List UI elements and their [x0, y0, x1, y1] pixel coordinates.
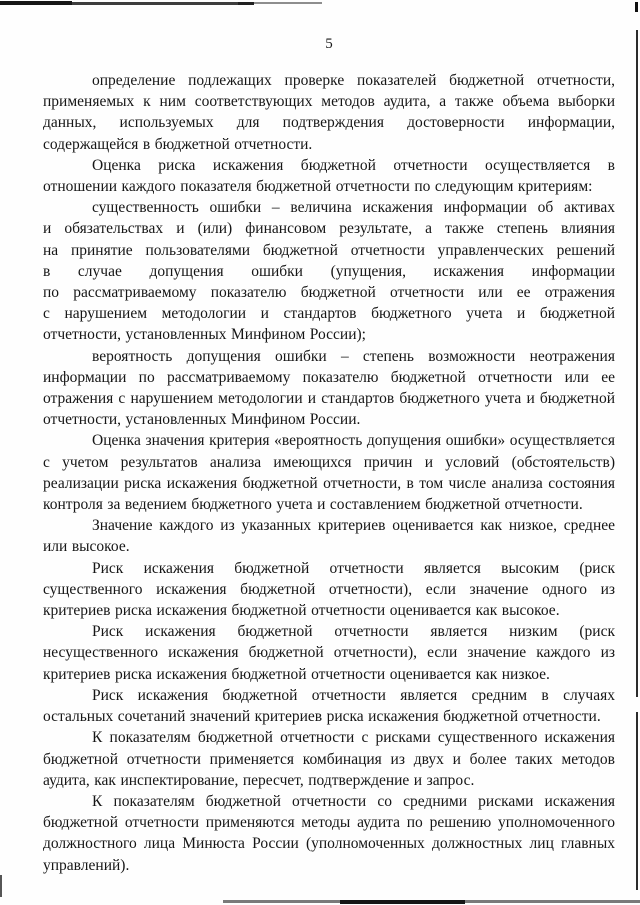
page-number: 5 — [325, 36, 333, 52]
paragraph: Риск искажения бюджетной отчетности является высоким (риск существенного искажения бюджетной отчетности), если значение одного из критериев риска искажения бюджетной отчетности оценивается как высокое. — [43, 559, 615, 620]
scan-artifact-top-strip — [72, 2, 238, 5]
scan-artifact-bottom-strip — [340, 900, 465, 904]
scan-artifact-right-edge — [635, 2, 638, 12]
scan-artifact-top-strip — [0, 1, 72, 5]
paragraph: К показателям бюджетной отчетности с рисками существенного искажения бюджетной отчетности применяется комбинация из двух и более таких методов аудита, как инспектирование, пересчет, подтверждение и запрос. — [43, 729, 615, 789]
scan-artifact-top-strip — [254, 2, 322, 4]
paragraph: определение подлежащих проверке показателей бюджетной отчетности, применяемых к ним соответствующих методов аудита, а также объема выборки данных, используемых для подтверждения достоверности информации, содержащейся в бюджетной отчетности. — [43, 72, 615, 153]
paragraph: Значение каждого из указанных критериев оценивается как низкое, среднее или высокое. — [43, 517, 615, 556]
scan-artifact-right-edge — [636, 712, 638, 890]
document-body — [43, 70, 615, 876]
paragraph: Оценка риска искажения бюджетной отчетности осуществляется в отношении каждого показателя бюджетной отчетности по следующим критериям: — [43, 156, 615, 196]
paragraph: Оценка значения критерия «вероятность допущения ошибки» осуществляется с учетом результатов анализа имеющихся причин и условий (обстоятельств) реализации риска искажения бюджетной отчетности, в том числе анализа состояния контроля за ведением бюджетного учета и составлением бюджетной отчетности. — [43, 432, 615, 514]
paragraph: вероятность допущения ошибки – степень возможности неотражения информации по рассматриваемому показателю бюджетной отчетности или ее отражения с нарушением методологии и стандартов бюджетного учета и бюджетной отчетности, установленных Минфином России. — [43, 347, 615, 429]
paragraph: Риск искажения бюджетной отчетности является низким (риск несущественного искажения бюджетной отчетности), если значение каждого из критериев риска искажения бюджетной отчетности оценивается как низкое. — [43, 623, 615, 683]
scan-artifact-left-edge — [0, 875, 2, 897]
paragraph: существенность ошибки – величина искажения информации об активах и обязательствах и (или) финансовом результате, а также степень влияния на принятие пользователями бюджетной отчетности управленческих решений в случае допущения ошибки (упущения, искажения информации по рассматриваемому показателю бюджетной отчетности или ее отражения с нарушением методологии и стандартов бюджетного учета и бюджетной отчетности, установленных Минфином России); — [43, 199, 615, 344]
scan-artifact-bottom-strip — [223, 900, 640, 903]
paragraph: К показателям бюджетной отчетности со средними рисками искажения бюджетной отчетности применяются методы аудита по решению уполномоченного должностного лица Минюста России (уполномоченных должностных лиц главных управлений). — [43, 792, 615, 874]
scan-artifact-right-edge — [636, 30, 638, 697]
scan-artifact-top-strip — [238, 2, 254, 5]
paragraph: Риск искажения бюджетной отчетности является средним в случаях остальных сочетаний значений критериев риска искажения бюджетной отчетности. — [43, 686, 615, 726]
